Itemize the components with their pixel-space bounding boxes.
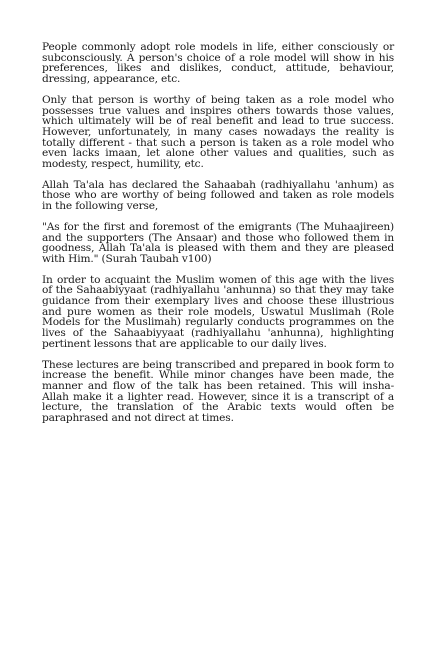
paragraph-worthy-role-model: Only that person is worthy of being taken as a role model who possesses true values and inspires others towards those values, which ultimately will be of real benefit and lead to true success. However, unfortunately, in many cases nowadays the reality is totally different - that such a person is taken as a role model who even lacks imaan, let alone other values and qualities, such as modesty, respect, humility, etc.	[42, 93, 394, 171]
document-page	[42, 42, 394, 434]
paragraph-lectures-transcribed: These lectures are being transcribed and prepared in book form to increase the benefit. While minor changes have been made, the manner and flow of the talk has been retained. This will insha-Allah make it a lighter read. However, since it is a transcript of a lecture, the translation of the Arabic texts would often be paraphrased and not direct at times.	[42, 358, 394, 425]
paragraph-sahaabah-declaration: Allah Ta'ala has declared the Sahaabah (radhiyallahu 'anhum) as those who are worthy of being followed and taken as role models in the following verse,	[42, 178, 394, 213]
paragraph-uswatul-muslimah: In order to acquaint the Muslim women of this age with the lives of the Sahaabiyyaat (radhiyallahu 'anhunna) so that they may take guidance from their exemplary lives and choose these illustrious and pure women as their role models, Uswatul Muslimah (Role Models for the Muslimah) regularly conducts programmes on the lives of the Sahaabiyyaat (radhiyallahu 'anhunna), highlighting pertinent lessons that are applicable to our daily lives.	[42, 273, 394, 350]
paragraph-role-models-intro: People commonly adopt role models in life, either consciously or subconsciously. A person's choice of a role model will show in his preferences, likes and dislikes, conduct, attitude, behaviour, dressing, appearance, etc.	[42, 41, 394, 86]
paragraph-verse-quote: "As for the first and foremost of the emigrants (The Muhaajireen) and the supporters (The Ansaar) and those who followed them in goodness, Allah Ta'ala is pleased with them and they are pleased with Him." (Surah Taubah v100)	[42, 220, 394, 265]
